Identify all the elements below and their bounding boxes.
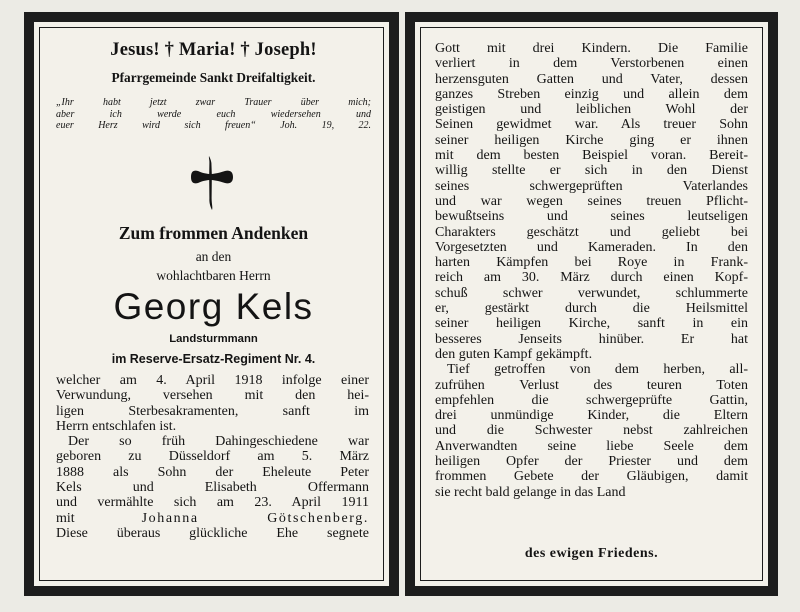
body-line: ganzes Streben einzig und allein dem: [435, 86, 748, 102]
body-line: herzensguten Gatten und Vater, dessen: [435, 71, 748, 87]
body-line: Vorgesetzten und Kameraden. In den: [435, 239, 748, 255]
married-suffix: mit: [56, 510, 75, 526]
body-line: Seinen gewidmet war. Als treuer Sohn: [435, 117, 748, 133]
body-line: heiligen Opfer der Priester und dem: [435, 454, 748, 470]
body-line: Gott mit drei Kindern. Die Familie: [435, 41, 748, 56]
body-line: Anverwandten seine liebe Seele dem: [435, 438, 748, 454]
body-line: Diese überaus glückliche Ehe segnete: [56, 525, 369, 541]
body-line: Tief getroffen von dem herben, all-: [447, 362, 748, 378]
left-panel-border: [39, 27, 384, 581]
bible-verse: [56, 97, 371, 132]
body-line: und die Schwester nebst zahlreichen: [435, 423, 748, 439]
body-line: besseres Jenseits hinüber. Er hat: [435, 331, 748, 347]
memorial-card-right-panel: [405, 12, 778, 596]
closing-line: des ewigen Friedens.: [524, 546, 659, 561]
body-line: Kels und Elisabeth Offermann: [56, 480, 369, 496]
body-line: den guten Kampf gekämpft.: [435, 346, 593, 362]
body-line: sie recht bald gelange in das Land: [435, 484, 626, 500]
body-line: verliert in dem Verstorbenen einen: [435, 56, 748, 72]
body-line: seiner heiligen Kirche ging er ihnen: [435, 132, 748, 148]
married-prefix: und vermählte sich: [56, 495, 197, 511]
honorific-line: wohlachtbaren Herrn: [156, 268, 271, 283]
body-line: [56, 495, 369, 510]
body-line: Der so früh Dahingeschiedene war: [68, 434, 369, 450]
body-line: Verwundung, versehen mit den hei-: [56, 388, 369, 404]
deceased-name: Georg Kels: [113, 286, 314, 327]
left-panel-paper: [34, 22, 389, 586]
body-line: ligen Sterbesakramenten, sanft im: [56, 403, 369, 419]
body-line: reich am 30. März durch einen Kopf-: [435, 270, 748, 286]
spouse-name: Johanna Götschenberg.: [141, 510, 369, 526]
body-line: harten Kämpfen bei Roye in Frank-: [435, 255, 748, 271]
parish-name: Pfarrgemeinde Sankt Dreifaltigkeit.: [111, 70, 316, 85]
verse-line: aber ich werde euch wiedersehen und: [56, 108, 371, 120]
body-line: frommen Gebete der Gläubigen, damit: [435, 469, 748, 485]
right-panel-border: [420, 27, 763, 581]
cross-icon: [189, 154, 235, 212]
body-line: Herrn entschlafen ist.: [56, 418, 177, 434]
military-rank: Landsturmmann: [169, 333, 258, 345]
right-body-text: [435, 41, 748, 500]
body-line: [56, 511, 369, 526]
body-line: mit dem besten Beispiel voran. Bereit-: [435, 148, 748, 164]
left-body-text: [56, 373, 369, 541]
memorial-heading: Zum frommen Andenken: [118, 223, 309, 243]
regiment-line: im Reserve-Ersatz-Regiment Nr. 4.: [111, 352, 316, 366]
verse-line: euer Herz wird sich freuen“ Joh. 19, 22.: [56, 120, 371, 131]
body-line: geistigen und leiblichen Wohl der: [435, 102, 748, 118]
body-line: 1888 als Sohn der Eheleute Peter: [56, 464, 369, 480]
body-line: empfehlen die schwergeprüfte Gattin,: [435, 392, 748, 408]
body-line: drei unmündige Kinder, die Eltern: [435, 408, 748, 424]
verse-line: „Ihr habt jetzt zwar Trauer über mich;: [56, 97, 371, 108]
body-line: geboren zu Düsseldorf am 5. März: [56, 449, 369, 465]
body-line: schuß schwer verwundet, schlummerte: [435, 285, 748, 301]
body-line: und war wegen seines treuen Pflicht-: [435, 193, 748, 209]
body-line: er, gestärkt durch die Heilsmittel: [435, 301, 748, 317]
body-line: welcher am 4. April 1918 infolge einer: [56, 373, 369, 388]
marriage-date: am 23. April 1911: [216, 495, 369, 511]
an-den-line: an den: [195, 249, 232, 264]
body-line: willig stellte er sich in den Dienst: [435, 163, 748, 179]
right-panel-paper: [415, 22, 768, 586]
body-line: zufrühen Verlust des teuren Toten: [435, 377, 748, 393]
body-line: bewußtseins und seines leutseligen: [435, 209, 748, 225]
body-line: seiner heiligen Kirche, sanft in ein: [435, 316, 748, 332]
invocation-line: Jesus! † Maria! † Joseph!: [110, 40, 317, 60]
memorial-card-left-panel: [24, 12, 399, 596]
body-line: seines schwergeprüften Vaterlandes: [435, 178, 748, 194]
body-line: Charakters geschätzt und geliebt bei: [435, 224, 748, 240]
